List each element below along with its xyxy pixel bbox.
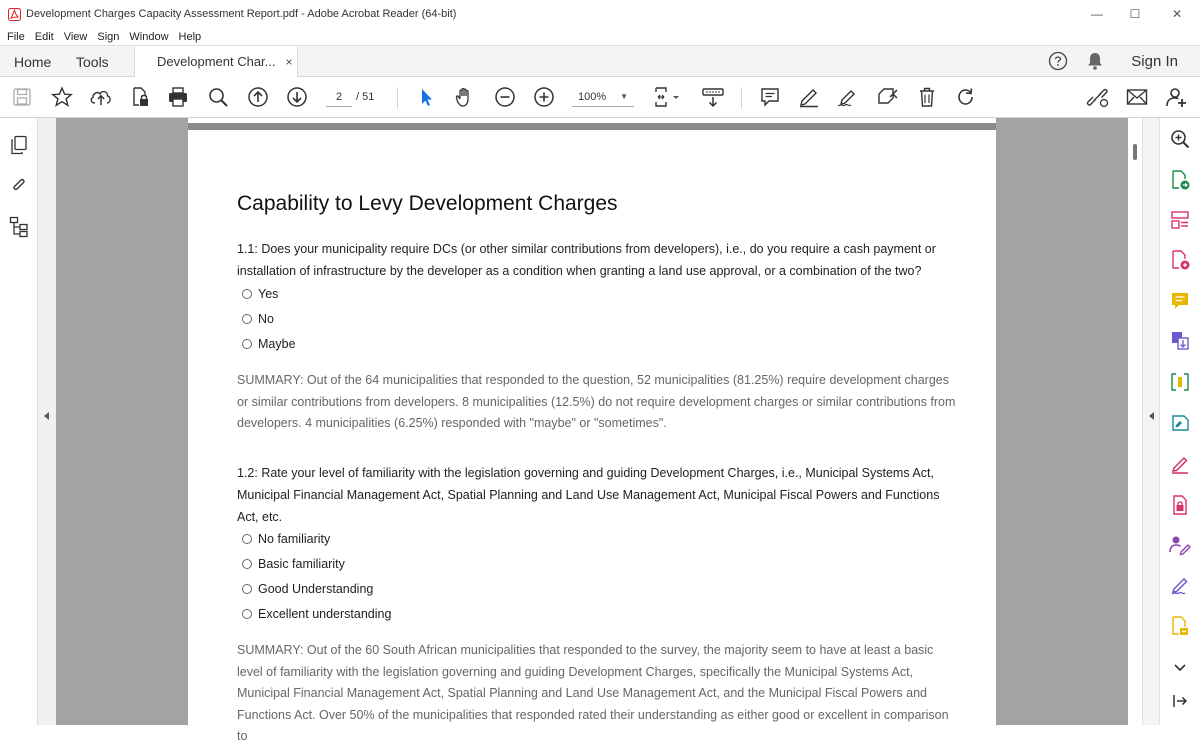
vertical-scrollbar[interactable]	[1128, 118, 1142, 725]
option-no[interactable]	[242, 310, 274, 328]
minimize-button[interactable]: —	[1091, 7, 1103, 21]
cloud-upload-icon[interactable]	[89, 85, 113, 109]
protect-pdf-icon[interactable]	[1169, 494, 1191, 516]
request-signature-icon[interactable]	[1169, 453, 1191, 475]
right-tools-pane	[1159, 118, 1200, 725]
toolbar	[0, 77, 1200, 118]
title-bar	[0, 0, 1200, 28]
radio-button[interactable]	[242, 314, 252, 324]
option-yes[interactable]	[242, 285, 278, 303]
scan-ocr-icon[interactable]	[1169, 615, 1191, 637]
hand-tool-icon[interactable]	[453, 85, 477, 109]
search-icon[interactable]	[206, 85, 230, 109]
option-excellent-understanding[interactable]	[242, 605, 391, 623]
summary-line: SUMMARY: Out of the 60 South African municipalities that responded to the survey, the majority seem to have at least a basic	[237, 643, 934, 657]
combine-files-icon[interactable]	[1169, 330, 1191, 352]
edit-pdf-icon[interactable]	[1169, 371, 1191, 393]
sign-in-button[interactable]: Sign In	[1131, 53, 1178, 70]
collapse-arrow-icon	[44, 412, 49, 420]
option-label: Maybe	[258, 337, 296, 351]
scrollbar-thumb[interactable]	[1133, 144, 1137, 160]
export-pdf-icon[interactable]	[1169, 169, 1191, 191]
pdf-page	[188, 130, 996, 750]
menu-window[interactable]: Window	[129, 30, 169, 43]
chevron-down-icon[interactable]	[1169, 657, 1191, 679]
draw-freeform-icon[interactable]	[836, 85, 860, 109]
menu-help[interactable]: Help	[178, 30, 202, 43]
summary-1-2	[237, 640, 957, 748]
document-viewport[interactable]	[56, 118, 1128, 744]
page-thumbnails-icon[interactable]	[8, 134, 30, 156]
create-pdf-icon[interactable]	[1169, 249, 1191, 271]
menu-sign[interactable]: Sign	[97, 30, 120, 43]
save-icon[interactable]	[10, 85, 34, 109]
question-1-1	[237, 238, 957, 282]
radio-button[interactable]	[242, 289, 252, 299]
maximize-button[interactable]: ☐	[1129, 7, 1141, 21]
comment-icon[interactable]	[758, 85, 782, 109]
option-label: No	[258, 312, 274, 326]
certificates-icon[interactable]	[1169, 574, 1191, 596]
option-label: Basic familiarity	[258, 557, 345, 571]
toolbar-divider	[741, 87, 742, 109]
option-label: Excellent understanding	[258, 607, 392, 621]
menu-edit[interactable]: Edit	[34, 30, 54, 43]
page-heading: Capability to Levy Development Charges	[237, 192, 618, 215]
menu-view[interactable]: View	[63, 30, 88, 43]
fill-sign-icon[interactable]	[1169, 412, 1191, 434]
radio-button[interactable]	[242, 559, 252, 569]
delete-icon[interactable]	[915, 85, 939, 109]
summary-1-1	[237, 370, 957, 435]
radio-button[interactable]	[242, 339, 252, 349]
summary-line: developers. 4 municipalities (6.25%) responded with "maybe" or "sometimes".	[237, 416, 667, 431]
tab-document-label: Development Char...	[157, 54, 276, 69]
zoom-level-select[interactable]	[572, 87, 634, 107]
left-pane-toggle[interactable]	[38, 118, 56, 725]
window-title: Development Charges Capacity Assessment Report.pdf - Adobe Acrobat Reader (64-bit)	[26, 8, 457, 20]
page-count: / 51	[356, 91, 375, 103]
highlight-pen-icon[interactable]	[797, 85, 821, 109]
previous-page-icon[interactable]	[246, 85, 270, 109]
toolbar-divider	[397, 87, 398, 109]
close-window-button[interactable]: ✕	[1171, 7, 1183, 21]
tab-home[interactable]: Home	[14, 53, 52, 70]
protect-file-icon[interactable]	[128, 85, 152, 109]
send-for-signature-icon[interactable]	[1169, 534, 1191, 556]
option-good-understanding[interactable]	[242, 580, 373, 598]
option-label: No familiarity	[258, 532, 331, 546]
question-text: Municipal Financial Management Act, Spatial Planning and Land Use Management Act, Municipal Fiscal Powers and Functions	[237, 488, 940, 502]
email-icon[interactable]	[1125, 85, 1149, 109]
collapse-arrow-icon	[1149, 412, 1154, 420]
page-separator	[188, 123, 996, 130]
radio-button[interactable]	[242, 584, 252, 594]
question-text: Rate your level of familiarity with the legislation governing and guiding Development Charges, i.e., Municipal Systems Act,	[257, 466, 934, 480]
bookmarks-tree-icon[interactable]	[8, 216, 30, 238]
close-tab-button[interactable]: ×	[285, 54, 293, 69]
option-label: Yes	[258, 287, 279, 301]
scroll-mode-icon[interactable]	[700, 85, 726, 109]
zoom-out-icon[interactable]	[493, 85, 517, 109]
tab-tools[interactable]: Tools	[76, 53, 109, 70]
radio-button[interactable]	[242, 609, 252, 619]
star-icon[interactable]	[50, 85, 74, 109]
page-number-input[interactable]: 2	[326, 87, 352, 107]
expand-pane-icon[interactable]	[1169, 690, 1191, 712]
page-fit-icon[interactable]	[652, 85, 682, 109]
zoom-search-icon[interactable]	[1169, 128, 1191, 150]
chevron-down-icon: ▼	[620, 92, 628, 101]
question-text: Act, etc.	[237, 510, 283, 524]
share-link-icon[interactable]	[1086, 85, 1110, 109]
zoom-in-icon[interactable]	[532, 85, 556, 109]
option-label: Good Understanding	[258, 582, 374, 596]
summary-line: Municipal Financial Management Act, Spatial Planning and Land Use Management Act, and the Municipal Fiscal Powers and	[237, 686, 927, 701]
acrobat-logo-icon	[7, 7, 21, 21]
right-pane-toggle[interactable]	[1142, 118, 1159, 725]
select-cursor-icon[interactable]	[414, 85, 438, 109]
help-icon[interactable]	[1046, 49, 1070, 73]
option-no-familiarity[interactable]	[242, 530, 330, 548]
rotate-icon[interactable]	[954, 85, 978, 109]
summary-line: or similar contributions from developers. 8 municipalities (12.5%) do not require development charges or similar contributions from	[237, 394, 956, 409]
organize-pages-icon[interactable]	[1169, 209, 1191, 231]
bell-icon[interactable]	[1083, 49, 1107, 73]
comment-tool-icon[interactable]	[1169, 290, 1191, 312]
question-text: Does your municipality require DCs (or other similar contributions from developers), i.e., do you require a cash payment or	[257, 242, 936, 256]
tab-document[interactable]	[134, 46, 298, 77]
attachments-icon[interactable]	[8, 174, 30, 196]
question-text: installation of infrastructure by the developer as a condition when granting a land use approval, or a combination of the two?	[237, 264, 922, 278]
add-user-icon[interactable]	[1164, 85, 1188, 109]
summary-line: Functions Act. Over 50% of the municipalities that responded rated their understanding as either good or excellent in comparison to	[237, 707, 949, 744]
zoom-level-value: 100%	[578, 91, 607, 103]
option-basic-familiarity[interactable]	[242, 555, 345, 573]
summary-line: SUMMARY: Out of the 64 municipalities that responded to the question, 52 municipalities (81.25%) require development charges	[237, 373, 949, 387]
option-maybe[interactable]	[242, 335, 296, 353]
radio-button[interactable]	[242, 534, 252, 544]
question-number: 1.1:	[237, 242, 258, 256]
question-1-2	[237, 462, 957, 528]
menu-file[interactable]: File	[7, 30, 25, 43]
next-page-icon[interactable]	[285, 85, 309, 109]
summary-line: level of familiarity with the legislation governing and guiding Development Charges, specifically the Municipal Systems Act,	[237, 664, 914, 679]
print-icon[interactable]	[166, 85, 190, 109]
tab-bar	[0, 45, 1200, 77]
menu-bar	[0, 28, 1200, 45]
question-number: 1.2:	[237, 466, 258, 480]
stamp-icon[interactable]	[876, 85, 900, 109]
left-navigation-pane	[0, 118, 38, 725]
